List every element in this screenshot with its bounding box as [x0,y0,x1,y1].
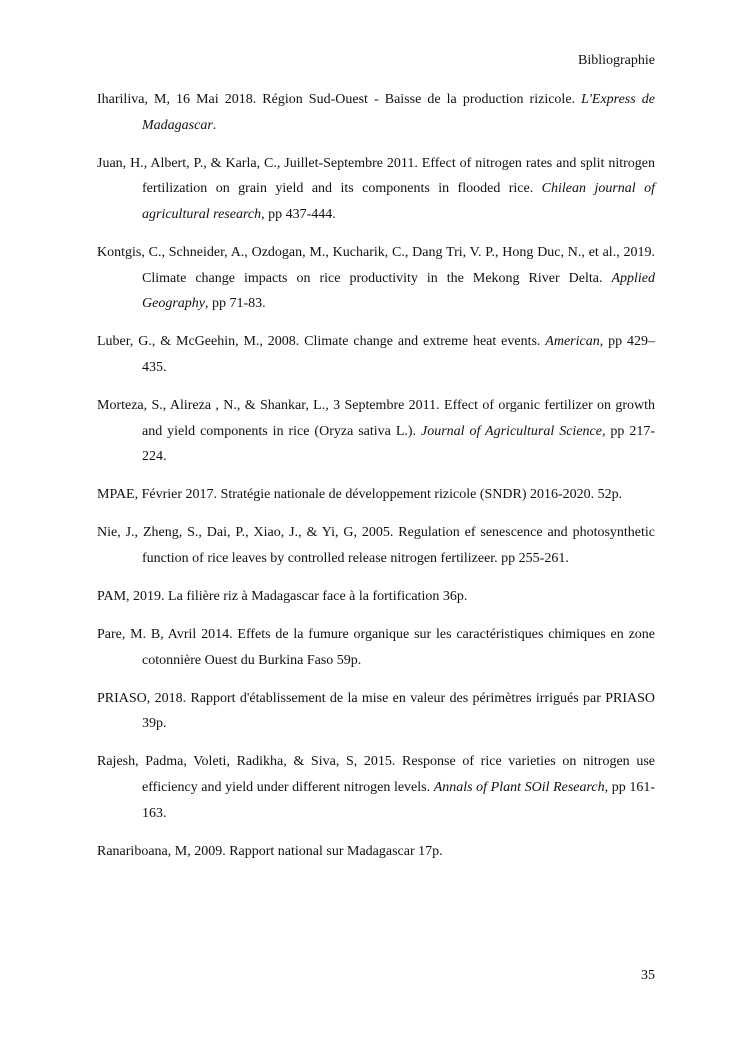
entry-text: MPAE, Février 2017. Stratégie nationale de développement rizicole (SNDR) 2016-2020. 52p. [97,487,623,503]
bibliography-entry [97,87,655,138]
entry-text: PAM, 2019. La filière riz à Madagascar face à la fortification 36p. [97,589,468,604]
entry-suffix: . [212,117,217,133]
entry-text: Ranariboana, M, 2009. Rapport national sur Madagascar 17p. [97,843,443,859]
page-header: Bibliographie [578,53,655,68]
entry-source-title: L'Express de Madagascar [142,92,655,133]
entry-text: Morteza, S., Alireza , N., & Shankar, L., 3 Septembre 2011. Effect of organic fertilizer on growth and yield components in rice (Oryza sativa L.). [97,397,655,439]
bibliography-entry [97,749,655,826]
page-number: 35 [641,968,655,983]
bibliography-entry [97,393,655,470]
bibliography-entry [97,520,655,571]
entry-text: PRIASO, 2018. Rapport d'établissement de la mise en valeur des périmètres irrigués par PRIASO 39p. [97,690,655,732]
entry-suffix: , pp 437-444. [261,206,336,222]
entry-text: Juan, H., Albert, P., & Karla, C., Juillet-Septembre 2011. Effect of nitrogen rates and split nitrogen fertilization on grain yield and its components in flooded rice. [97,155,655,197]
bibliography-list [97,87,655,877]
entry-text: Ihariliva, M, 16 Mai 2018. Région Sud-Ouest - Baisse de la production rizicole. [97,92,582,107]
entry-text: Nie, J., Zheng, S., Dai, P., Xiao, J., & Yi, G, 2005. Regulation ef senescence and photosynthetic function of rice leaves by controlled release nitrogen fertilizeer. pp 255-261. [97,525,655,566]
entry-suffix: , pp 429–435. [142,334,655,375]
entry-source-title: American [545,334,600,350]
bibliography-entry [97,584,655,610]
bibliography-entry [97,686,655,737]
entry-suffix: , pp 71-83. [205,296,266,312]
bibliography-entry [97,622,655,673]
entry-source-title: Chilean journal of agricultural research [142,181,655,222]
entry-source-title: Journal of Agricultural Science [420,423,602,439]
bibliography-entry [97,482,655,508]
entry-suffix: , pp 161-163. [142,780,656,821]
entry-source-title: Annals of Plant SOil Research [433,780,605,796]
bibliography-entry [97,839,655,865]
bibliography-entry [97,151,655,228]
entry-text: Rajesh, Padma, Voleti, Radikha, & Siva, S, 2015. Response of rice varieties on nitrogen use efficiency and yield under different nitrogen levels. [97,754,655,796]
entry-text: Luber, G., & McGeehin, M., 2008. Climate change and extreme heat events. [97,334,546,350]
bibliography-entry [97,240,655,317]
entry-text: Kontgis, C., Schneider, A., Ozdogan, M., Kucharik, C., Dang Tri, V. P., Hong Duc, N., et al., 2019. Climate change impacts on rice productivity in the Mekong River Delta. [97,244,655,286]
entry-source-title: Applied Geography [142,270,655,312]
entry-suffix: , pp 217-224. [142,423,656,465]
bibliography-entry [97,329,655,380]
entry-text: Pare, M. B, Avril 2014. Effets de la fumure organique sur les caractéristiques chimiques en zone cotonnière Ouest du Burkina Faso 59p. [97,627,655,668]
